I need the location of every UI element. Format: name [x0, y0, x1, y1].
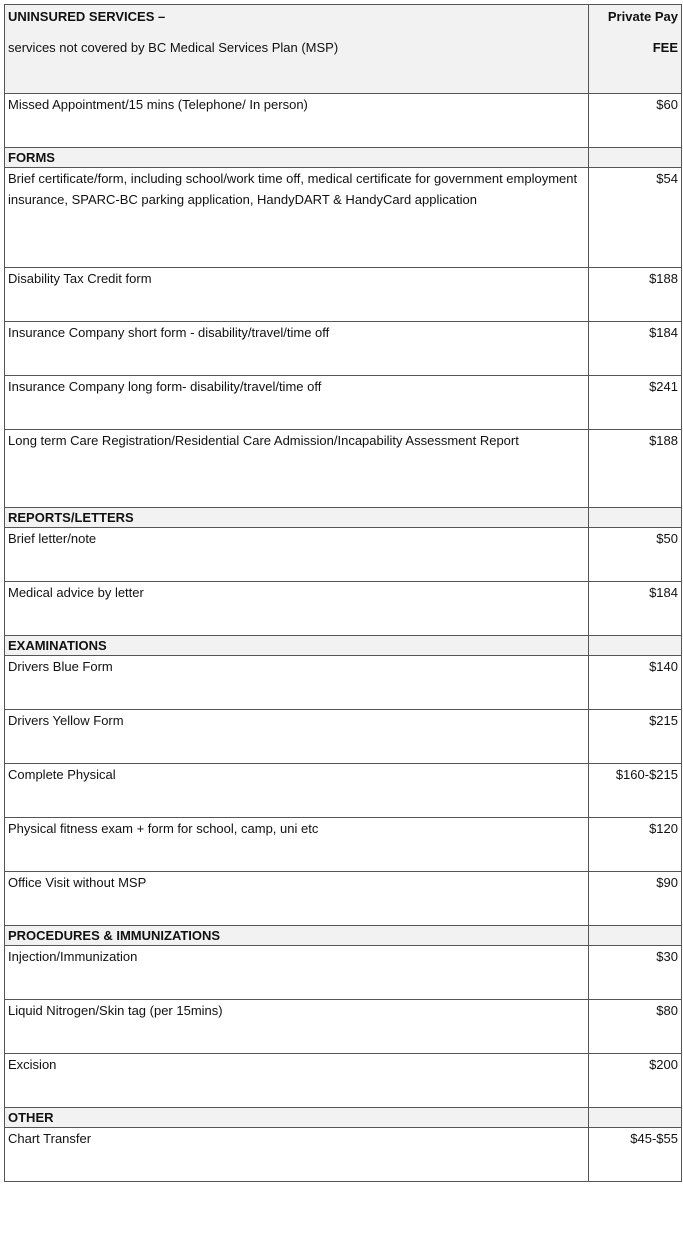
fee-cell: $30	[589, 946, 682, 1000]
service-cell: Insurance Company long form- disability/travel/time off	[5, 376, 589, 430]
service-cell: Drivers Yellow Form	[5, 710, 589, 764]
table-row	[5, 582, 682, 636]
fee-cell: $120	[589, 818, 682, 872]
fee-cell: $54	[589, 168, 682, 268]
table-row	[5, 322, 682, 376]
table-row	[5, 764, 682, 818]
table-row	[5, 872, 682, 926]
fee-cell: $200	[589, 1054, 682, 1108]
fee-cell: $50	[589, 528, 682, 582]
table-title: UNINSURED SERVICES –	[8, 9, 166, 24]
fee-cell: $184	[589, 582, 682, 636]
table-subtitle: services not covered by BC Medical Services Plan (MSP)	[8, 40, 339, 55]
service-cell: Missed Appointment/15 mins (Telephone/ In person)	[5, 94, 589, 148]
table-row	[5, 1000, 682, 1054]
fee-cell: $160-$215	[589, 764, 682, 818]
header-fee-cell	[589, 5, 682, 94]
section-header-examinations	[5, 636, 682, 656]
service-cell: Medical advice by letter	[5, 582, 589, 636]
section-title: REPORTS/LETTERS	[5, 508, 589, 528]
fee-cell: $80	[589, 1000, 682, 1054]
table-header-row	[5, 5, 682, 94]
table-row	[5, 710, 682, 764]
table-row	[5, 268, 682, 322]
section-title: FORMS	[5, 148, 589, 168]
table-row	[5, 1128, 682, 1182]
section-title: EXAMINATIONS	[5, 636, 589, 656]
service-cell: Insurance Company short form - disability/travel/time off	[5, 322, 589, 376]
table-row	[5, 946, 682, 1000]
fee-cell: $215	[589, 710, 682, 764]
section-header-other	[5, 1108, 682, 1128]
service-cell: Long term Care Registration/Residential Care Admission/Incapability Assessment Report	[5, 430, 589, 508]
service-cell: Chart Transfer	[5, 1128, 589, 1182]
section-header-procedures-immunizations	[5, 926, 682, 946]
fee-cell: $241	[589, 376, 682, 430]
service-cell: Liquid Nitrogen/Skin tag (per 15mins)	[5, 1000, 589, 1054]
section-header-forms	[5, 148, 682, 168]
fee-column-label-fee: FEE	[652, 40, 678, 55]
service-cell: Drivers Blue Form	[5, 656, 589, 710]
fee-cell: $45-$55	[589, 1128, 682, 1182]
table-row	[5, 528, 682, 582]
fee-cell: $184	[589, 322, 682, 376]
fee-column-label-private-pay: Private Pay	[607, 9, 678, 24]
fee-cell: $188	[589, 430, 682, 508]
section-title: PROCEDURES & IMMUNIZATIONS	[5, 926, 589, 946]
service-cell: Disability Tax Credit form	[5, 268, 589, 322]
fee-cell: $90	[589, 872, 682, 926]
service-cell: Physical fitness exam + form for school, camp, uni etc	[5, 818, 589, 872]
uninsured-services-fee-table	[4, 4, 682, 1182]
table-row	[5, 818, 682, 872]
service-cell: Brief letter/note	[5, 528, 589, 582]
service-cell: Office Visit without MSP	[5, 872, 589, 926]
table-row	[5, 656, 682, 710]
service-cell: Excision	[5, 1054, 589, 1108]
service-cell: Complete Physical	[5, 764, 589, 818]
fee-cell: $140	[589, 656, 682, 710]
fee-cell: $60	[589, 94, 682, 148]
fee-cell: $188	[589, 268, 682, 322]
service-cell: Brief certificate/form, including school/work time off, medical certificate for government employment insurance, SPARC-BC parking application, HandyDART & HandyCard application	[5, 168, 589, 268]
header-description-cell	[5, 5, 589, 94]
table-row	[5, 1054, 682, 1108]
table-row	[5, 376, 682, 430]
section-title: OTHER	[5, 1108, 589, 1128]
section-header-reports-letters	[5, 508, 682, 528]
service-cell: Injection/Immunization	[5, 946, 589, 1000]
table-row	[5, 168, 682, 268]
table-row	[5, 430, 682, 508]
table-row	[5, 94, 682, 148]
